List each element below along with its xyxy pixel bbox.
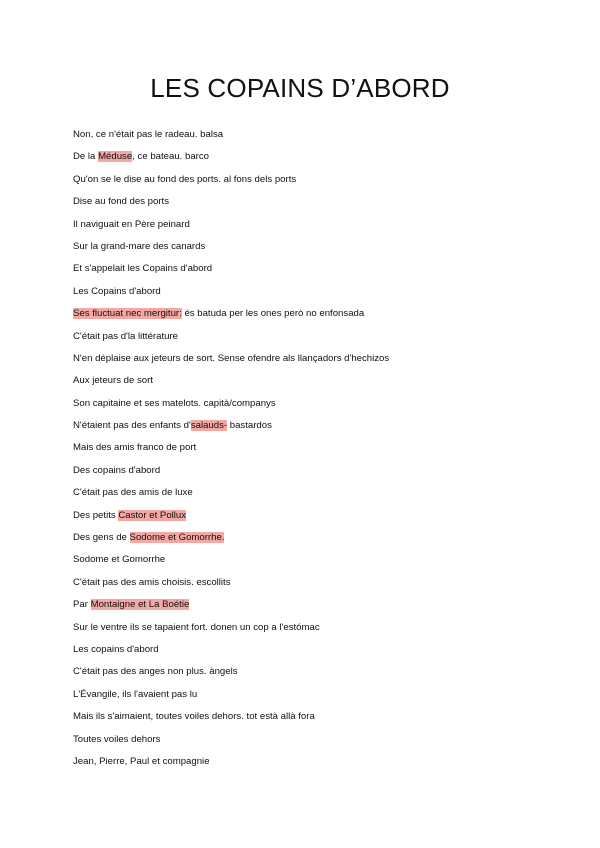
highlighted-text: salauds- <box>190 420 228 432</box>
lyric-text: Les Copains d'abord <box>73 285 161 297</box>
lyric-text: Dise au fond des ports <box>73 196 169 208</box>
lyric-line <box>73 397 553 419</box>
lyric-text: C'était pas des anges non plus. àngels <box>73 666 238 678</box>
lyric-line <box>73 665 553 687</box>
lyric-text: Sodome et Gomorrhe <box>73 554 166 566</box>
lyric-line <box>73 128 553 150</box>
lyric-text: N'étaient pas des enfants d' <box>73 420 191 432</box>
lyric-line <box>73 150 553 172</box>
lyric-text: L'Évangile, ils l'avaient pas lu <box>73 688 198 700</box>
lyric-text: Par <box>73 599 91 611</box>
lyric-line <box>73 688 553 710</box>
lyric-line <box>73 464 553 486</box>
lyric-line <box>73 173 553 195</box>
lyric-text: Qu'on se le dise au fond des ports. al fons dels ports <box>73 173 297 185</box>
lyric-line <box>73 531 553 553</box>
lyric-line <box>73 755 553 777</box>
lyrics-list <box>73 128 553 777</box>
lyric-line <box>73 553 553 575</box>
lyric-text: N'en déplaise aux jeteurs de sort. Sense ofendre als llançadors d'hechizos <box>73 352 390 364</box>
lyric-line <box>73 621 553 643</box>
lyric-text: bastardos <box>227 420 272 432</box>
lyric-line <box>73 352 553 374</box>
lyric-text: Les copains d'abord <box>73 643 159 655</box>
lyric-line <box>73 441 553 463</box>
lyric-line <box>73 598 553 620</box>
lyric-line <box>73 285 553 307</box>
highlighted-text: Méduse <box>98 151 133 163</box>
highlighted-text: Montaigne et La Boétie <box>90 599 190 611</box>
lyric-text: Des gens de <box>73 532 130 544</box>
highlighted-text: Castor et Pollux <box>118 509 187 521</box>
lyric-line <box>73 509 553 531</box>
lyric-line <box>73 710 553 732</box>
lyric-text: C'était pas des amis choisis. escollits <box>73 576 231 588</box>
lyric-text: C'était pas des amis de luxe <box>73 487 193 499</box>
lyric-text: Des copains d'abord <box>73 464 161 476</box>
lyric-text: Et s'appelait les Copains d'abord <box>73 263 213 275</box>
lyric-line <box>73 240 553 262</box>
lyric-line <box>73 218 553 240</box>
lyric-line <box>73 307 553 329</box>
document-title: LES COPAINS D’ABORD <box>150 73 450 103</box>
lyric-line <box>73 733 553 755</box>
lyric-line <box>73 643 553 665</box>
lyric-text: és batuda per les ones però no enfonsada <box>181 308 365 320</box>
lyric-text: Il naviguait en Père peinard <box>73 218 190 230</box>
lyric-line <box>73 576 553 598</box>
lyric-text: Mais ils s'aimaient, toutes voiles dehors. tot està allà fora <box>73 711 315 723</box>
lyric-line <box>73 486 553 508</box>
lyric-text: De la <box>73 151 99 163</box>
lyric-text: Jean, Pierre, Paul et compagnie <box>73 755 210 767</box>
lyric-text: Mais des amis franco de port <box>73 442 197 454</box>
lyric-text: Sur la grand-mare des canards <box>73 240 206 252</box>
lyric-text: , ce bateau. barco <box>132 151 210 163</box>
lyric-text: Son capitaine et ses matelots. capità/companys <box>73 397 276 409</box>
lyric-line <box>73 374 553 396</box>
lyric-text: Des petits <box>73 509 119 521</box>
highlighted-text: Sodome et Gomorrhe. <box>129 532 225 544</box>
highlighted-text: Ses fluctuat nec mergitur: <box>73 308 182 320</box>
lyric-text: Toutes voiles dehors <box>73 733 161 745</box>
lyric-line <box>73 195 553 217</box>
lyric-line <box>73 419 553 441</box>
lyric-line <box>73 330 553 352</box>
lyric-text: C'était pas d'la littérature <box>73 330 178 342</box>
lyric-text: Sur le ventre ils se tapaient fort. donen un cop a l'estómac <box>73 621 320 633</box>
lyric-text: Aux jeteurs de sort <box>73 375 153 387</box>
lyric-text: Non, ce n'était pas le radeau. balsa <box>73 129 224 140</box>
lyric-line <box>73 262 553 284</box>
